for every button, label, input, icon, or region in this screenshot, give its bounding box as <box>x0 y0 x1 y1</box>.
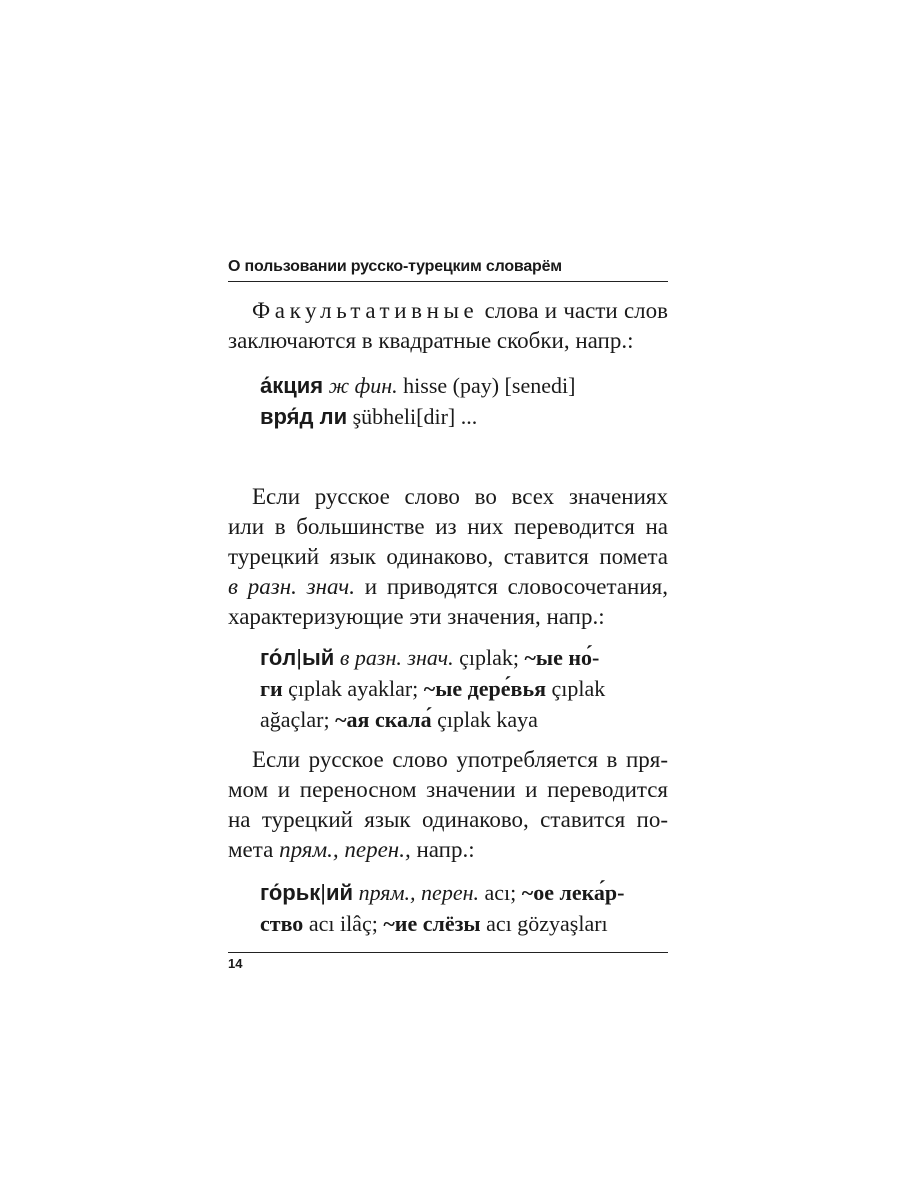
text-line: Если русское слово употребляется в пря- <box>252 747 668 772</box>
paragraph-same-meaning <box>228 482 668 632</box>
example-line: ство acı ilâç; ~ие слёзы acı gözyaşları <box>260 911 608 936</box>
collocation: ги <box>260 676 283 701</box>
headword: го́рьк|ий <box>260 880 354 905</box>
example-block <box>228 877 668 939</box>
text-line: характеризующие эти значения, напр.: <box>228 604 605 629</box>
text-line: мом и переносном значении и переводится <box>228 777 668 802</box>
collocation: ~ие слёзы <box>383 911 481 936</box>
text-line: в разн. знач. и приводятся словосочетания, <box>228 574 668 599</box>
example-line: ги çıplak ayaklar; ~ые дере́вья çıplak <box>260 676 606 701</box>
grammar-label: прям., перен. <box>358 880 479 905</box>
page-number: 14 <box>228 956 243 971</box>
paragraph-optional-words <box>228 296 668 356</box>
text-line: мета прям., перен., напр.: <box>228 837 475 862</box>
translation: hisse (pay) [senedi] <box>403 373 576 398</box>
example-block <box>228 370 668 432</box>
collocation: ~ые но́- <box>524 645 600 670</box>
page-footer <box>228 952 668 971</box>
headword: а́кция <box>260 373 324 398</box>
headword: го́л|ый <box>260 645 335 670</box>
text-line: заключаются в квадратные скобки, напр.: <box>228 328 634 353</box>
collocation: ~ые дере́вья <box>423 676 546 701</box>
collocation: ство <box>260 911 304 936</box>
collocation: ~ое лека́р- <box>521 880 625 905</box>
dictionary-page <box>228 258 668 939</box>
example-line: го́л|ый в разн. знач. çıplak; ~ые но́- <box>260 645 600 670</box>
text-line: Если русское слово во всех значениях <box>252 484 668 509</box>
example-block <box>228 642 668 735</box>
example-line: го́рьк|ий прям., перен. acı; ~ое лека́р- <box>260 880 625 905</box>
example-line <box>260 401 668 432</box>
text-line: или в большинстве из них переводится на <box>228 514 668 539</box>
text-line: турецкий язык одинаково, ставится помета <box>228 544 668 569</box>
translation: şübheli[dir] ... <box>352 404 478 429</box>
collocation: ~ая скала́ <box>335 707 432 732</box>
running-head: О пользовании русско-турецким словарём <box>228 258 668 282</box>
example-line: ağaçlar; ~ая скала́ çıplak kaya <box>260 707 538 732</box>
grammar-label: ж фин. <box>328 373 398 398</box>
grammar-label: в разн. знач. <box>339 645 454 670</box>
paragraph-literal-figurative <box>228 745 668 865</box>
text-line: Факультативные слова и части слов <box>252 298 668 323</box>
headword: вря́д ли <box>260 404 348 429</box>
text-line: на турецкий язык одинаково, ставится по- <box>228 807 668 832</box>
example-line <box>260 370 668 401</box>
